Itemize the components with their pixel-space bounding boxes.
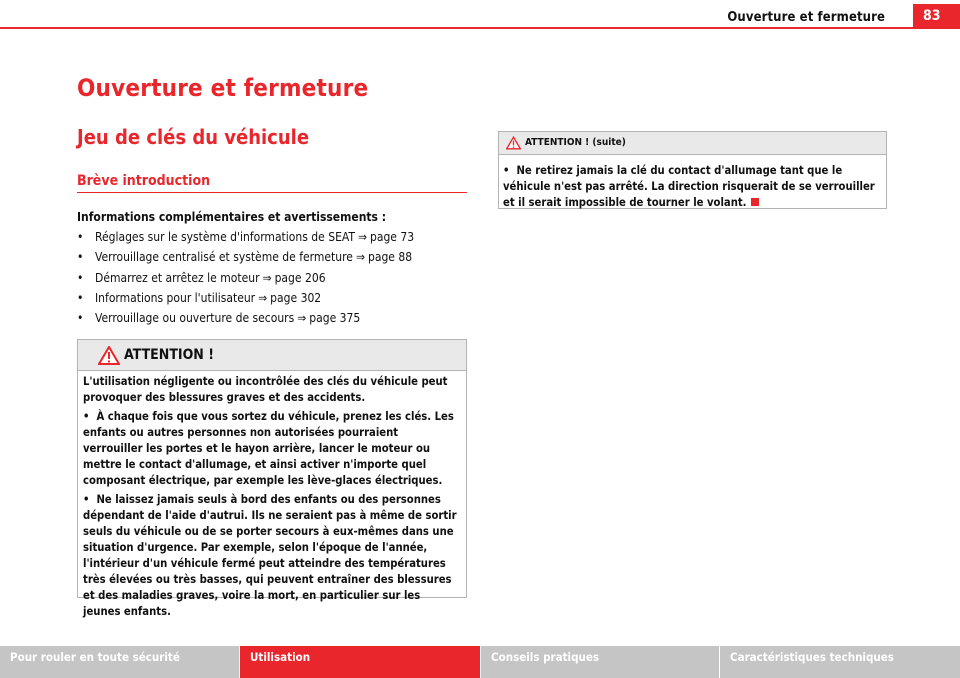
reference-text: Réglages sur le système d'informations de SEAT [95,230,355,244]
warning-continued-box [498,131,887,209]
chapter-title: Ouverture et fermeture [77,74,369,102]
warning-triangle-icon [98,346,120,369]
header-rule [0,27,960,29]
page-link[interactable]: page 302 [270,290,322,305]
page-link[interactable]: page 88 [367,250,413,265]
arrow-icon: ⇒ [258,290,268,305]
warning-item-text: À chaque fois que vous sortez du véhicule, prenez les clés. Les enfants ou autres personnes non autorisées pourraient verrouiller les portes et le hayon arrière, lancer le moteur ou mettre le contact d'allumage, et ainsi activer n'importe quel composant électrique, par exemple les lève-glaces électriques. [83,410,454,487]
warning-item [83,492,461,620]
bullet-icon: • [503,164,510,177]
list-item [77,230,414,250]
page-link[interactable]: page 73 [369,230,415,244]
list-item [77,271,414,291]
reference-text: Verrouillage ou ouverture de secours [95,311,295,326]
page-link[interactable]: page 375 [309,311,361,326]
warning-triangle-icon [506,135,521,154]
tab-caracteristiques[interactable]: Caractéristiques techniques [720,646,960,678]
reference-text: Démarrez et arrêtez le moteur [95,270,260,285]
bullet-icon: • [77,270,84,285]
list-item [77,291,414,311]
reference-list [77,230,414,331]
page-number: 83 [913,4,960,28]
subsection-rule [77,192,467,193]
warning-title: ATTENTION ! [124,347,214,363]
footer-nav [0,646,960,678]
warning-lead: L'utilisation négligente ou incontrôlée des clés du véhicule peut provoquer des blessures graves et des accidents. [83,375,448,404]
bullet-icon: • [77,250,84,265]
bullet-icon: • [83,493,90,506]
bullet-icon: • [77,290,84,305]
tab-utilisation[interactable]: Utilisation [240,646,480,678]
arrow-icon: ⇒ [297,311,307,326]
tab-securite[interactable]: Pour rouler en toute sécurité [0,646,240,678]
warning-header [78,340,466,371]
bullet-icon: • [77,230,84,244]
intro-text: Informations complémentaires et avertissements : [77,210,387,224]
arrow-icon: ⇒ [357,230,367,244]
tab-conseils-pratiques[interactable]: Conseils pratiques [480,646,720,678]
warning-body [78,371,466,620]
warning-continued-title: ATTENTION ! (suite) [525,137,626,148]
warning-item-text: Ne laissez jamais seuls à bord des enfants ou des personnes dépendant de l'aide d'autrui. Ils ne seraient pas à même de sortir seuls du véhicule ou de se porter secours à eux-mêmes dans une situation d'urgence. Par exemple, selon l'époque de l'année, l'intérieur d'un véhicule fermé peut atteindre des températures très élevées ou très basses, qui peuvent entraîner des blessures et des maladies graves, voire la mort, en particulier sur les jeunes enfants. [83,493,457,618]
running-header-title: Ouverture et fermeture [727,10,885,25]
bullet-icon: • [83,410,90,423]
list-item [77,250,414,270]
arrow-icon: ⇒ [355,250,365,265]
subsection-title: Brève introduction [77,173,211,189]
warning-box [77,339,467,618]
end-square-icon [751,198,759,206]
list-item [77,311,414,331]
reference-text: Verrouillage centralisé et système de fermeture [95,250,353,265]
bullet-icon: • [77,311,84,326]
arrow-icon: ⇒ [262,270,272,285]
section-title: Jeu de clés du véhicule [77,125,310,149]
warning-continued-text: Ne retirez jamais la clé du contact d'allumage tant que le véhicule n'est pas arrêté. La direction risquerait de se verrouiller et il serait impossible de tourner le volant. [503,164,875,209]
reference-text: Informations pour l'utilisateur [95,290,256,305]
warning-continued-body [499,155,886,211]
warning-continued-header [499,132,886,155]
page-link[interactable]: page 206 [274,270,326,285]
warning-item [83,409,461,489]
